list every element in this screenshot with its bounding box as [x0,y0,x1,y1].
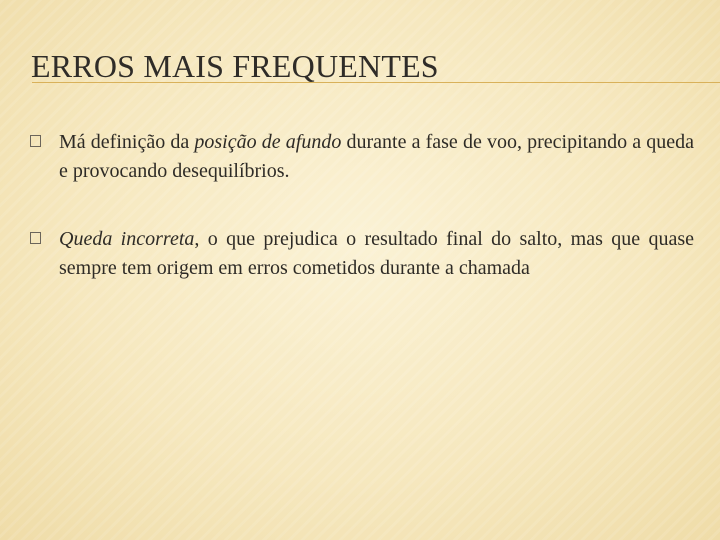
square-bullet-icon [30,232,41,244]
bullet-text-emphasis: Queda incorreta [59,228,195,250]
bullet-item [30,128,694,186]
bullet-list [30,128,694,322]
bullet-text [59,228,694,279]
bullet-text-segment: Má definição da [59,131,195,153]
bullet-text-segment: , o que prejudica o resultado final do salto, mas que quase sempre tem origem em erros cometidos durante a chamada [59,228,694,279]
bullet-text-emphasis: posição de afundo [194,131,342,153]
bullet-item [30,225,694,283]
bullet-text-segment: durante a fase de voo, precipitando a queda e provocando desequilíbrios. [59,131,694,182]
square-bullet-icon [30,135,41,147]
slide-title: ERROS MAIS FREQUENTES [31,48,439,84]
bullet-text [59,131,694,182]
title-underline [32,82,720,83]
